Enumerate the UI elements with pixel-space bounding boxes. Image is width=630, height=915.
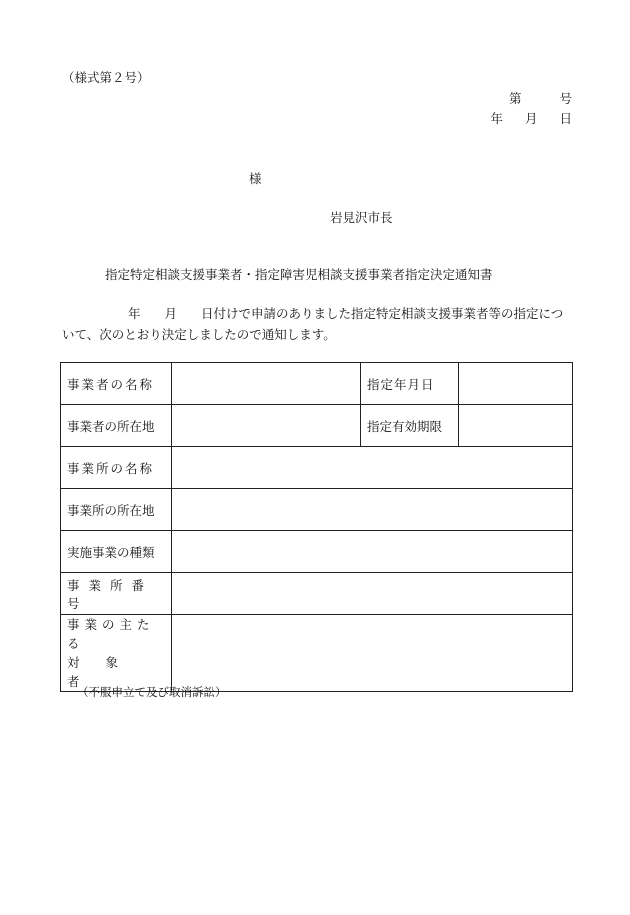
validity-period-label: 指定有効期限 — [361, 405, 459, 447]
body-text — [62, 303, 574, 345]
main-target-value — [172, 615, 573, 692]
office-address-value — [172, 489, 573, 531]
document-number — [509, 89, 572, 107]
service-type-label: 実施事業の種類 — [61, 531, 172, 573]
issue-date — [490, 109, 572, 127]
body-year: 年 — [128, 306, 141, 321]
business-operator-address-label: 事業者の所在地 — [61, 405, 172, 447]
issuer: 岩見沢市長 — [330, 210, 393, 225]
designation-date-label: 指定年月日 — [361, 363, 459, 405]
table-row — [61, 573, 573, 615]
body-sentence: 日付けで申請のありました指定特定相談支援事業者等の指定について、次のとおり決定しましたので通知します。 — [62, 306, 564, 342]
business-operator-name-value — [172, 363, 361, 405]
document-number-suffix: 号 — [559, 91, 572, 106]
business-operator-name-label: 事業者の名称 — [61, 363, 172, 405]
table-row — [61, 447, 573, 489]
office-number-value — [172, 573, 573, 615]
table-row — [61, 615, 573, 692]
main-target-label-line1: 事業の主たる — [67, 617, 155, 651]
validity-period-value — [459, 405, 573, 447]
document-title: 指定特定相談支援事業者・指定障害児相談支援事業者指定決定通知書 — [105, 267, 493, 282]
appeal-note: （不服申立て及び取消訴訟） — [77, 685, 227, 699]
document-number-prefix: 第 — [508, 91, 522, 106]
office-name-value — [172, 447, 573, 489]
table-row — [61, 363, 573, 405]
main-target-label — [61, 615, 172, 692]
main-target-label-line2: 対象者 — [67, 655, 145, 689]
designation-date-value — [459, 363, 573, 405]
issue-date-year: 年 — [490, 111, 503, 126]
table-row — [61, 489, 573, 531]
business-operator-address-value — [172, 405, 361, 447]
notice-details-table — [60, 362, 573, 692]
body-month: 月 — [164, 306, 178, 321]
office-name-label: 事業所の名称 — [61, 447, 172, 489]
addressee-honorific: 様 — [249, 171, 262, 186]
service-type-value — [172, 531, 573, 573]
issue-date-day: 日 — [559, 111, 572, 126]
form-number: （様式第２号） — [62, 70, 150, 85]
issue-date-month: 月 — [524, 111, 538, 126]
table-row — [61, 405, 573, 447]
office-number-label: 事業所番号 — [61, 573, 172, 615]
table-row — [61, 531, 573, 573]
office-address-label: 事業所の所在地 — [61, 489, 172, 531]
